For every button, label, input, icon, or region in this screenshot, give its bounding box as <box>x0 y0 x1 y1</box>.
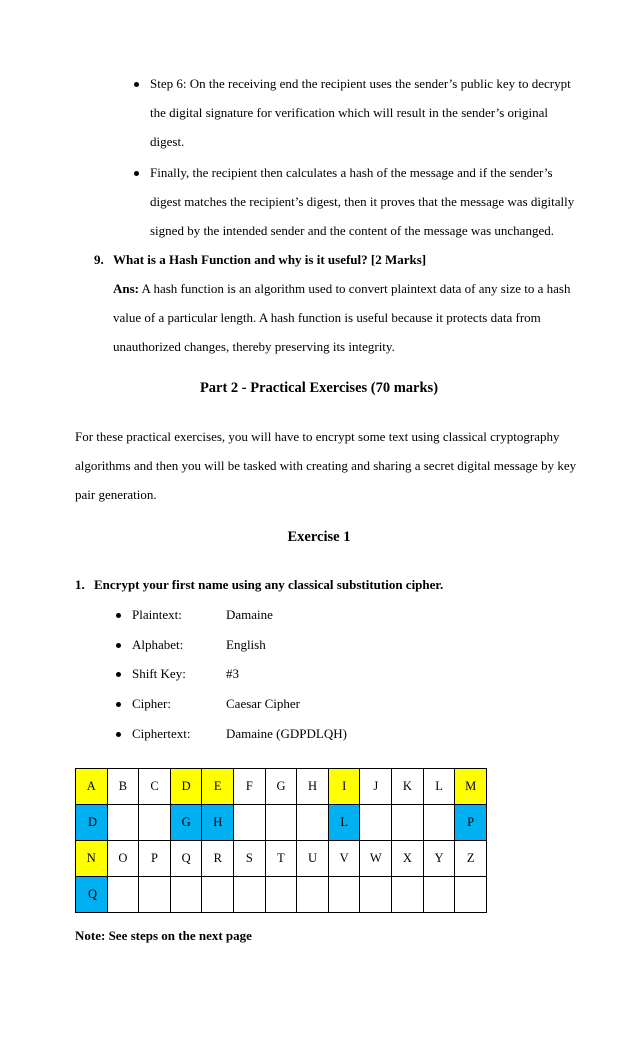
table-cell <box>297 805 329 841</box>
q9-question: What is a Hash Function and why is it useful? [2 Marks] <box>113 252 427 267</box>
table-row <box>76 841 487 877</box>
cipher-table <box>75 768 487 913</box>
table-cell <box>107 877 139 913</box>
table-cell: G <box>170 805 202 841</box>
table-cell: W <box>360 841 392 877</box>
table-cell: F <box>234 769 266 805</box>
part2-intro-line1: For these practical exercises, you will have to encrypt some text using classical cryptography <box>75 429 560 444</box>
table-cell: T <box>265 841 297 877</box>
bullet-step6-line2: the digital signature for verification which will result in the sender’s original <box>150 105 548 120</box>
item-value: Caesar Cipher <box>226 696 301 711</box>
table-cell <box>328 877 360 913</box>
bullet-dot <box>116 643 121 648</box>
table-row <box>76 877 487 913</box>
table-cell: H <box>297 769 329 805</box>
table-cell <box>107 805 139 841</box>
bullet-finally-line3: signed by the intended sender and the content of the message was unchanged. <box>150 223 554 238</box>
bullet-dot <box>116 732 121 737</box>
table-cell: D <box>170 769 202 805</box>
table-cell: N <box>76 841 108 877</box>
table-cell <box>202 877 234 913</box>
table-cell <box>423 805 455 841</box>
table-cell: Y <box>423 841 455 877</box>
table-cell <box>265 877 297 913</box>
table-cell: C <box>139 769 171 805</box>
table-cell <box>234 877 266 913</box>
table-cell: H <box>202 805 234 841</box>
table-cell: A <box>76 769 108 805</box>
q9-number: 9. <box>94 252 104 267</box>
item-value: Damaine <box>226 607 273 622</box>
table-cell: U <box>297 841 329 877</box>
table-cell: S <box>234 841 266 877</box>
table-cell <box>139 877 171 913</box>
item-label: Alphabet: <box>132 637 184 652</box>
table-cell <box>392 805 424 841</box>
ans-label: Ans: <box>113 281 140 296</box>
table-cell: J <box>360 769 392 805</box>
table-cell: G <box>265 769 297 805</box>
table-cell <box>297 877 329 913</box>
item-label: Shift Key: <box>132 666 186 681</box>
table-cell: O <box>107 841 139 877</box>
table-cell <box>139 805 171 841</box>
exercise1-heading: Exercise 1 <box>287 529 351 545</box>
table-cell <box>360 805 392 841</box>
table-cell <box>455 877 487 913</box>
table-cell: M <box>455 769 487 805</box>
bullet-dot <box>134 171 139 176</box>
bullet-finally-line2: digest matches the recipient’s digest, then it proves that the message was digitally <box>150 194 575 209</box>
part2-intro-line2: algorithms and then you will be tasked with creating and sharing a secret digital message by key <box>75 458 577 473</box>
q9-answer-line3: unauthorized changes, thereby preserving its integrity. <box>113 339 395 354</box>
table-cell: K <box>392 769 424 805</box>
ex1-q-number: 1. <box>75 577 85 592</box>
bullet-dot <box>116 613 121 618</box>
item-label: Ciphertext: <box>132 726 191 741</box>
table-cell: Q <box>76 877 108 913</box>
table-cell <box>360 877 392 913</box>
item-label: Cipher: <box>132 696 171 711</box>
table-cell: R <box>202 841 234 877</box>
item-value: #3 <box>226 666 239 681</box>
item-value: English <box>226 637 266 652</box>
ans-text: A hash function is an algorithm used to convert plaintext data of any size to a hash <box>139 281 571 296</box>
bullet-dot <box>116 672 121 677</box>
item-label: Plaintext: <box>132 607 182 622</box>
item-value: Damaine (GDPDLQH) <box>226 726 347 741</box>
table-cell: I <box>328 769 360 805</box>
table-cell: Q <box>170 841 202 877</box>
part2-intro-line3: pair generation. <box>75 487 157 502</box>
bullet-step6-line1: Step 6: On the receiving end the recipient uses the sender’s public key to decrypt <box>150 76 571 91</box>
table-cell <box>234 805 266 841</box>
table-cell <box>170 877 202 913</box>
q9-answer-line2: value of a particular length. A hash function is useful because it protects data from <box>113 310 541 325</box>
table-row <box>76 805 487 841</box>
note-text: Note: See steps on the next page <box>75 928 252 943</box>
ex1-question: Encrypt your first name using any classical substitution cipher. <box>94 577 444 592</box>
bullet-dot <box>134 82 139 87</box>
table-cell <box>392 877 424 913</box>
table-cell: E <box>202 769 234 805</box>
table-cell: B <box>107 769 139 805</box>
table-cell <box>423 877 455 913</box>
part2-heading: Part 2 - Practical Exercises (70 marks) <box>199 380 439 396</box>
table-cell: P <box>455 805 487 841</box>
table-cell: P <box>139 841 171 877</box>
table-cell: L <box>328 805 360 841</box>
table-cell: Z <box>455 841 487 877</box>
table-row <box>76 769 487 805</box>
table-cell: X <box>392 841 424 877</box>
table-cell: L <box>423 769 455 805</box>
table-cell: D <box>76 805 108 841</box>
table-cell <box>265 805 297 841</box>
bullet-dot <box>116 702 121 707</box>
q9-answer-line1 <box>113 281 570 297</box>
bullet-step6-line3: digest. <box>150 134 185 149</box>
bullet-finally-line1: Finally, the recipient then calculates a hash of the message and if the sender’s <box>150 165 553 180</box>
table-cell: V <box>328 841 360 877</box>
